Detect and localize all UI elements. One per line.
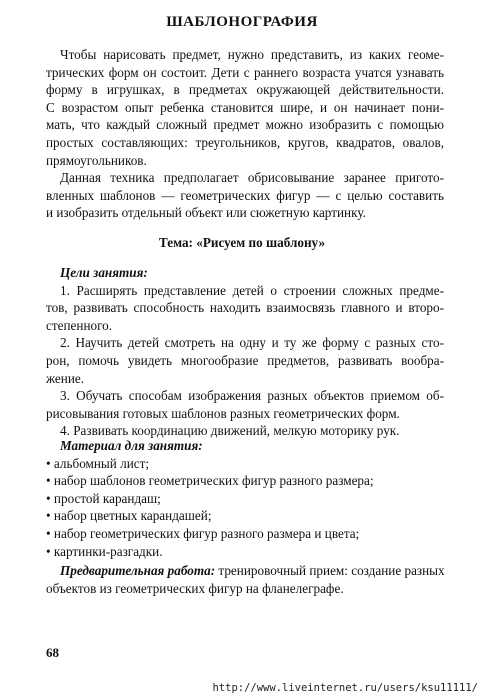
- goal-line: 2. Научить детей смотреть на одну и ту же форму с разных сто-: [60, 335, 444, 351]
- intro-p1-line: форму в игрушках, в предметах окружающей действительности.: [46, 82, 444, 98]
- prep-line: [46, 562, 444, 580]
- material-item: • набор шаблонов геометрических фигур разного размера;: [46, 473, 374, 489]
- intro-p2-line: вленных шаблонов — геометрических фигур — с целью составить: [46, 187, 444, 203]
- goal-line: 1. Расширять представление детей о строении сложных предме-: [60, 282, 444, 298]
- material-item: • набор цветных карандашей;: [46, 508, 212, 524]
- intro-p2-line: Данная техника предполагает обрисовывание заранее пригото-: [60, 170, 444, 186]
- prep-title: Предварительная работа:: [60, 563, 216, 578]
- materials-title: Материал для занятия:: [60, 438, 203, 453]
- goal-line: степенного.: [46, 317, 113, 333]
- material-item: • набор геометрических фигур разного размера и цвета;: [46, 525, 360, 541]
- prep-line: объектов из геометрических фигур на фланелеграфе.: [46, 580, 344, 596]
- material-item: • альбомный лист;: [46, 455, 150, 471]
- prep-text: тренировочный прием: создание разных: [215, 563, 445, 578]
- goal-line: жение.: [46, 370, 85, 386]
- page-number: 68: [46, 645, 59, 660]
- intro-p2-line: и изобразить отдельный объект или сюжетную картинку.: [46, 205, 366, 221]
- goal-line: 4. Развивать координацию движений, мелкую моторику рук.: [60, 423, 400, 439]
- material-item: • простой карандаш;: [46, 490, 161, 506]
- prep-section: [46, 562, 444, 597]
- page-heading: ШАБЛОНОГРАФИЯ: [166, 14, 318, 30]
- goal-line: рисовывания готовых шаблонов разных геометрических форм.: [46, 405, 400, 421]
- goal-line: 3. Обучать способам изображения разных объектов приемом об-: [60, 388, 444, 404]
- intro-p1-line: С возрастом опыт ребенка становится шире, и он начинает пони-: [46, 99, 444, 115]
- materials-section: [46, 437, 444, 560]
- goals-section: [46, 264, 444, 440]
- goals-title: Цели занятия:: [60, 265, 148, 280]
- intro-section: [46, 46, 444, 222]
- goal-line: рон, помочь увидеть многообразие предметов, развивать вообра-: [46, 352, 444, 368]
- material-item: • картинки-разгадки.: [46, 543, 163, 559]
- intro-p1-line: прямоугольников.: [46, 152, 147, 168]
- intro-p1-line: Чтобы нарисовать предмет, нужно представить, из каких геоме-: [60, 47, 444, 62]
- intro-p1-line: мать, что каждый сложный предмет можно изобразить с помощью: [46, 117, 444, 133]
- goal-line: тов, развивать способность находить взаимосвязь главного и второ-: [46, 300, 444, 316]
- source-watermark: http://www.liveinternet.ru/users/ksu11111/: [212, 682, 478, 694]
- intro-p1-line: простых составляющих: треугольников, кругов, квадратов, овалов,: [46, 134, 444, 150]
- lesson-topic: Тема: «Рисуем по шаблону»: [158, 235, 326, 250]
- intro-p1-line: трических форм он состоит. Дети с раннего возраста учатся узнавать: [46, 64, 444, 80]
